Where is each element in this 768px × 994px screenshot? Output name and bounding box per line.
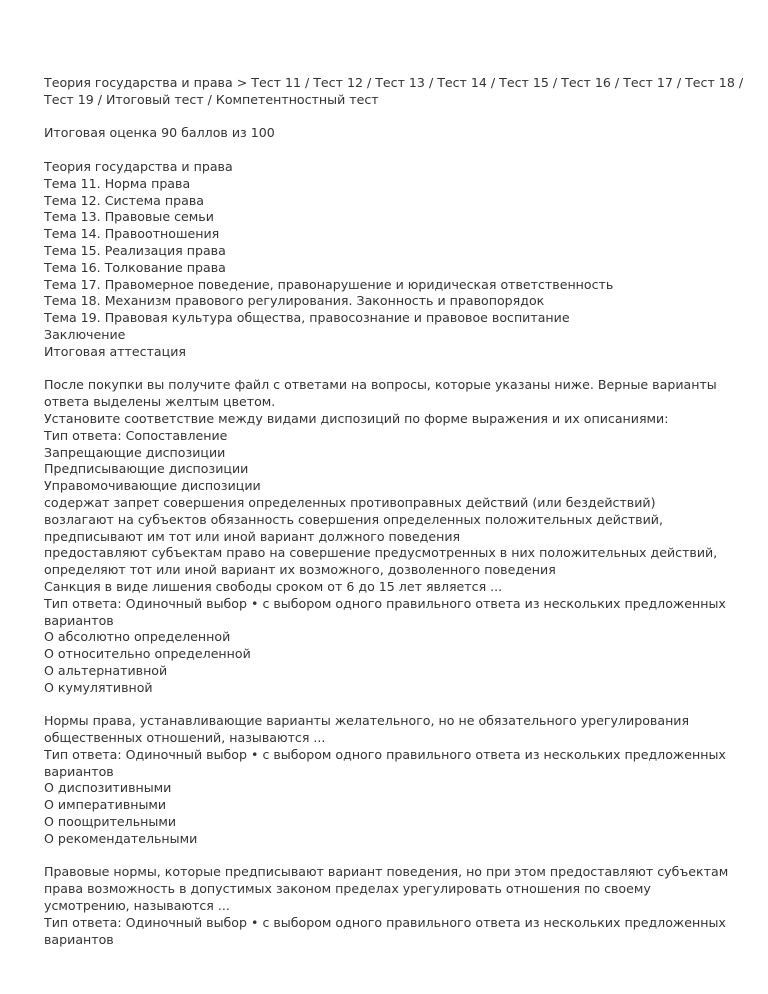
text-line: предоставляют субъектам право на совершение предусмотренных в них положительных действий, <box>44 545 718 561</box>
text-line: вариантов <box>44 612 114 628</box>
text-line: Тип ответа: Одиночный выбор • с выбором одного правильного ответа из нескольких предложенных <box>44 914 726 930</box>
answer-option: O альтернативной <box>44 662 168 678</box>
answer-option: O абсолютно определенной <box>44 629 231 645</box>
topic-item: Тема 14. Правоотношения <box>44 226 220 242</box>
text-line: Тип ответа: Одиночный выбор • с выбором одного правильного ответа из нескольких предложенных <box>44 595 726 611</box>
topic-item: Тема 15. Реализация права <box>44 242 226 258</box>
topic-item: Тема 17. Правомерное поведение, правонарушение и юридическая ответственность <box>44 276 614 292</box>
text-line: Управомочивающие диспозиции <box>44 478 261 494</box>
text-line: Установите соответствие между видами диспозиций по форме выражения и их описаниями: <box>44 410 669 426</box>
text-line: Тип ответа: Сопоставление <box>44 427 228 443</box>
text-line: Правовые нормы, которые предписывают вариант поведения, но при этом предоставляют субъектам <box>44 864 729 880</box>
answer-option: O диспозитивными <box>44 780 172 796</box>
text-line: содержат запрет совершения определенных противоправных действий (или бездействий) <box>44 494 656 510</box>
answer-option: O рекомендательными <box>44 830 198 846</box>
question-block-2 <box>44 713 728 847</box>
question-block-1 <box>44 377 728 696</box>
text-line: Предписывающие диспозиции <box>44 461 249 477</box>
text-line: определяют тот или иной вариант их возможного, дозволенного поведения <box>44 562 556 578</box>
answer-option: O императивными <box>44 797 167 813</box>
topic-item: Тема 19. Правовая культура общества, правосознание и правовое воспитание <box>44 310 570 326</box>
topic-item: Итоговая аттестация <box>44 343 186 359</box>
answer-option: O кумулятивной <box>44 679 153 695</box>
text-line: усмотрению, называются ... <box>44 898 230 914</box>
text-line: возлагают на субъектов обязанность совершения определенных положительных действий, <box>44 511 663 527</box>
text-line: ответа выделены желтым цветом. <box>44 394 276 410</box>
text-line: вариантов <box>44 763 114 779</box>
text-line: общественных отношений, называются ... <box>44 730 326 746</box>
breadcrumb <box>44 75 744 109</box>
topic-item: Тема 12. Система права <box>44 192 204 208</box>
topic-item: Тема 16. Толкование права <box>44 259 226 275</box>
text-line: После покупки вы получите файл с ответами на вопросы, которые указаны ниже. Верные варианты <box>44 377 717 393</box>
text-line: Нормы права, устанавливающие варианты желательного, но не обязательного урегулирования <box>44 713 690 729</box>
topic-list <box>44 159 728 361</box>
final-grade <box>44 125 728 142</box>
text-line: предписывают им тот или иной вариант должного поведения <box>44 528 461 544</box>
topic-item: Тема 18. Механизм правового регулирования. Законность и правопорядок <box>44 293 545 309</box>
breadcrumb-line: Тест 19 / Итоговый тест / Компетентностный тест <box>44 91 379 107</box>
answer-option: O относительно определенной <box>44 646 251 662</box>
text-line: Тип ответа: Одиночный выбор • с выбором одного правильного ответа из нескольких предложенных <box>44 746 726 762</box>
topic-item: Теория государства и права <box>44 158 233 174</box>
text-line: права возможность в допустимых законом пределах урегулировать отношения по своему <box>44 881 651 897</box>
text-line: Запрещающие диспозиции <box>44 444 226 460</box>
topic-item: Тема 11. Норма права <box>44 175 191 191</box>
text-line: вариантов <box>44 931 114 947</box>
grade-text: Итоговая оценка 90 баллов из 100 <box>44 125 275 141</box>
topic-item: Тема 13. Правовые семьи <box>44 209 214 225</box>
text-line: Санкция в виде лишения свободы сроком от 6 до 15 лет является ... <box>44 578 503 594</box>
question-block-3 <box>44 864 728 948</box>
answer-option: O поощрительными <box>44 814 177 830</box>
breadcrumb-line: Теория государства и права > Тест 11 / Тест 12 / Тест 13 / Тест 14 / Тест 15 / Тест 16 / Тест 17 / Тест 18 / <box>44 75 744 90</box>
topic-item: Заключение <box>44 326 126 342</box>
